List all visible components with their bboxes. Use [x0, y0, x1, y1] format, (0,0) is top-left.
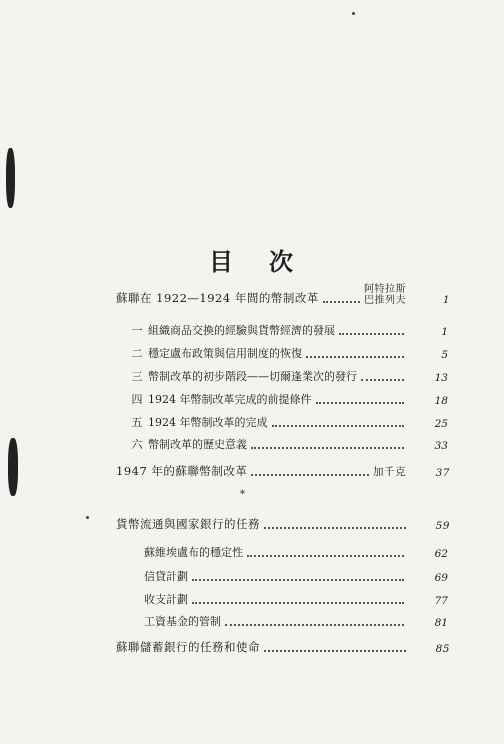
- page-number: 37: [435, 467, 450, 479]
- dot-leader: [251, 474, 369, 476]
- page-number: 13: [434, 372, 448, 384]
- page-number: 69: [434, 572, 448, 584]
- page-number: 25: [434, 418, 448, 430]
- toc-item[interactable]: [0, 542, 504, 560]
- item-title: 1924 年幣制改革完成的前提條件: [148, 393, 312, 406]
- page-title: [0, 242, 504, 277]
- section-separator: *: [240, 489, 245, 500]
- item-title: 收支計劃: [144, 593, 188, 606]
- section-title: 蘇聯儲蓄銀行的任務和使命: [116, 640, 260, 654]
- item-title: 1924 年幣制改革的完成: [148, 416, 268, 429]
- toc-section[interactable]: [0, 284, 504, 306]
- section-title: 蘇聯在 1922—1924 年間的幣制改革: [116, 291, 319, 305]
- dot-leader: [264, 650, 406, 652]
- toc-item[interactable]: [0, 434, 504, 452]
- page-number: 1: [441, 326, 448, 338]
- section-title: 1947 年的蘇聯幣制改革: [116, 464, 248, 478]
- toc-section[interactable]: [0, 637, 504, 655]
- title-char: 目: [209, 247, 235, 276]
- page-number: 33: [434, 440, 448, 452]
- section-author: 加千克: [373, 466, 406, 478]
- item-number: 四: [131, 393, 143, 406]
- toc-item[interactable]: [0, 611, 504, 629]
- item-title: 幣制改革的初步階段——切爾逢業次的發行: [148, 370, 357, 383]
- page-number: 62: [434, 548, 448, 560]
- page-number: 59: [435, 520, 450, 532]
- page-number: 81: [434, 617, 448, 629]
- item-title: 組織商品交換的經驗與貨幣經濟的發展: [148, 324, 335, 337]
- dot-leader: [192, 579, 404, 581]
- page-number: 77: [434, 595, 448, 607]
- item-number: 一: [131, 324, 143, 337]
- item-title: 工資基金的管制: [144, 615, 221, 628]
- dot-leader: [264, 527, 406, 529]
- item-number: 五: [131, 416, 143, 429]
- scan-speck: [352, 12, 355, 15]
- dot-leader: [316, 402, 405, 404]
- page-number: 18: [434, 395, 448, 407]
- item-title: 蘇維埃盧布的穩定性: [144, 546, 243, 559]
- author-line: 阿特拉斯: [364, 284, 406, 295]
- item-title: 穩定盧布政策與信用制度的恢復: [148, 347, 302, 360]
- toc-item[interactable]: [0, 343, 504, 361]
- item-number: 三: [131, 370, 143, 383]
- dot-leader: [339, 333, 404, 335]
- dot-leader: [247, 555, 404, 557]
- author-line: 巴推列夫: [364, 295, 406, 306]
- page-number: 5: [441, 349, 448, 361]
- dot-leader: [361, 379, 404, 381]
- toc-item[interactable]: [0, 366, 504, 384]
- section-title: 貨幣流通與國家銀行的任務: [116, 517, 260, 531]
- dot-leader: [306, 356, 404, 358]
- dot-leader: [225, 624, 404, 626]
- dot-leader: [192, 602, 404, 604]
- dot-leader: [272, 425, 405, 427]
- title-char: 次: [269, 247, 295, 276]
- item-number: 六: [131, 438, 143, 451]
- dot-leader: [251, 447, 404, 449]
- toc-section[interactable]: [0, 461, 504, 479]
- toc-item[interactable]: [0, 589, 504, 607]
- page-number: 1: [442, 294, 450, 306]
- item-title: 幣制改革的歷史意義: [148, 438, 247, 451]
- toc-item[interactable]: [0, 320, 504, 338]
- toc-item[interactable]: [0, 412, 504, 430]
- item-number: 二: [131, 347, 143, 360]
- toc-item[interactable]: [0, 566, 504, 584]
- item-title: 信貸計劃: [144, 570, 188, 583]
- section-author: [364, 284, 406, 306]
- page-number: 85: [435, 643, 450, 655]
- toc-section[interactable]: [0, 514, 504, 532]
- toc-item[interactable]: [0, 389, 504, 407]
- scan-smudge-top-left: [6, 148, 15, 208]
- dot-leader: [323, 301, 360, 303]
